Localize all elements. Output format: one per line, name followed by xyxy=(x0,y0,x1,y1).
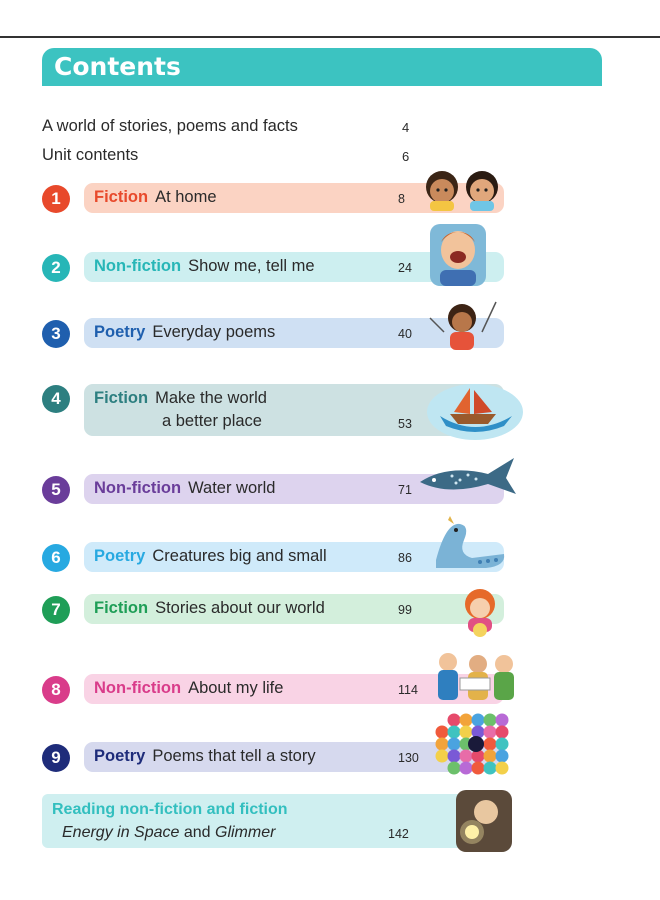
two-children-illustration xyxy=(420,163,510,211)
unit-page-number: 130 xyxy=(398,751,419,765)
unit-title: Poems that tell a story xyxy=(152,747,316,765)
book-title-2: Glimmer xyxy=(215,824,276,841)
unit-genre: Fiction xyxy=(94,599,149,617)
page-title: Contents xyxy=(54,52,181,81)
unit-page-number: 24 xyxy=(398,261,412,275)
contents-heading-band xyxy=(42,48,602,86)
unit-number-badge: 8 xyxy=(42,676,70,704)
unit-genre: Fiction xyxy=(94,188,149,206)
unit-row[interactable] xyxy=(42,542,642,572)
intro-link-2[interactable]: Unit contents xyxy=(42,146,139,164)
intro-link-1[interactable]: A world of stories, poems and facts xyxy=(42,117,298,135)
unit-row[interactable] xyxy=(42,594,642,624)
unit-title: Show me, tell me xyxy=(188,257,315,275)
unit-row[interactable] xyxy=(42,318,642,348)
family-reading-illustration xyxy=(430,648,520,706)
unit-title-line xyxy=(94,679,283,698)
unit-title-line xyxy=(94,389,267,408)
unit-genre: Non-fiction xyxy=(94,257,182,275)
whale-shark-illustration xyxy=(418,452,516,500)
unit-page-number: 71 xyxy=(398,483,412,497)
girl-with-crystal-ball-illustration xyxy=(452,584,508,640)
unit-page-number: 40 xyxy=(398,327,412,341)
unit-row[interactable] xyxy=(42,384,642,436)
reading-section-title: Reading non-fiction and fiction xyxy=(52,801,288,818)
unit-genre: Poetry xyxy=(94,747,146,765)
colourful-bubbles-illustration xyxy=(434,710,518,778)
reading-section-books xyxy=(62,824,275,842)
unit-number-badge: 6 xyxy=(42,544,70,572)
unit-number-badge: 7 xyxy=(42,596,70,624)
unit-title-bar[interactable] xyxy=(84,594,504,624)
unit-title-line xyxy=(94,323,275,342)
book-conjunction: and xyxy=(179,824,215,841)
boat-illustration xyxy=(426,378,524,440)
unit-title-line xyxy=(94,479,275,498)
girl-holding-light-illustration xyxy=(456,790,512,852)
girl-conducting-illustration xyxy=(422,298,502,350)
reading-page-number: 142 xyxy=(388,827,409,841)
sea-dragon-illustration xyxy=(426,514,506,574)
intro-page-number: 6 xyxy=(402,149,410,164)
unit-row[interactable] xyxy=(42,674,642,704)
unit-title-line xyxy=(94,599,325,618)
page-bottom xyxy=(0,866,660,900)
unit-title: Creatures big and small xyxy=(152,547,327,565)
unit-title-line xyxy=(94,257,315,276)
unit-title: About my life xyxy=(188,679,284,697)
top-rule xyxy=(0,36,660,38)
intro-page-number: 4 xyxy=(402,120,410,135)
unit-page-number: 114 xyxy=(398,683,418,697)
unit-page-number: 8 xyxy=(398,192,405,206)
unit-genre: Poetry xyxy=(94,323,146,341)
unit-genre: Poetry xyxy=(94,547,146,565)
unit-number-badge: 5 xyxy=(42,476,70,504)
unit-title: Everyday poems xyxy=(152,323,276,341)
unit-page-number: 53 xyxy=(398,417,412,431)
laughing-boy-photo xyxy=(430,224,486,286)
unit-number-badge: 9 xyxy=(42,744,70,772)
reading-section-bar[interactable] xyxy=(42,794,502,848)
unit-number-badge: 1 xyxy=(42,185,70,213)
unit-row[interactable] xyxy=(42,252,642,282)
unit-genre: Non-fiction xyxy=(94,479,182,497)
unit-page-number: 86 xyxy=(398,551,412,565)
unit-title: Stories about our world xyxy=(155,599,325,617)
unit-title: Water world xyxy=(188,479,276,497)
unit-number-badge: 4 xyxy=(42,385,70,413)
unit-page-number: 99 xyxy=(398,603,412,617)
unit-number-badge: 3 xyxy=(42,320,70,348)
unit-title: Make the world xyxy=(155,389,267,407)
unit-title-continued: a better place xyxy=(162,412,262,430)
unit-number-badge: 2 xyxy=(42,254,70,282)
unit-row[interactable] xyxy=(42,474,642,504)
unit-title-line xyxy=(94,547,327,566)
unit-title-line xyxy=(94,747,316,766)
unit-row[interactable] xyxy=(42,183,642,213)
unit-genre: Fiction xyxy=(94,389,149,407)
unit-title: At home xyxy=(155,188,217,206)
unit-row[interactable] xyxy=(42,742,642,772)
book-title-1: Energy in Space xyxy=(62,824,180,841)
unit-title-line xyxy=(94,188,217,207)
unit-genre: Non-fiction xyxy=(94,679,182,697)
